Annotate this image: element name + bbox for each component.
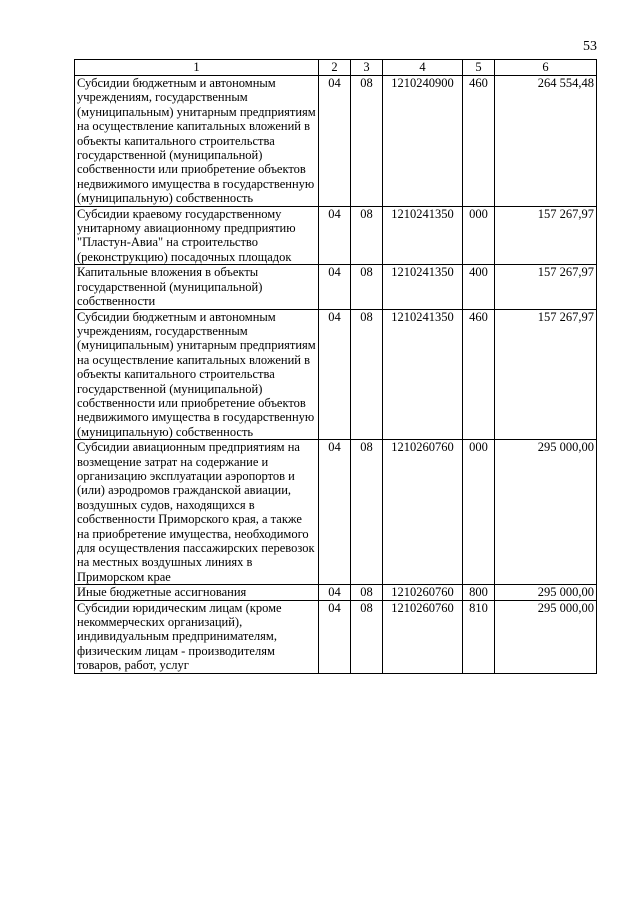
target-article-code: 1210240900 xyxy=(383,76,463,207)
row-description: Капитальные вложения в объекты государственной (муниципальной) собственности xyxy=(75,265,319,309)
expense-type-code: 800 xyxy=(463,585,495,600)
section-code: 04 xyxy=(319,440,351,585)
column-header: 2 xyxy=(319,60,351,76)
section-code: 04 xyxy=(319,585,351,600)
subsection-code: 08 xyxy=(351,206,383,265)
amount: 157 267,97 xyxy=(495,265,597,309)
row-description: Субсидии бюджетным и автономным учреждениям, государственным (муниципальным) унитарным предприятиям на осуществление капитальных вложений в объекты капитального строительства государственной (муниципальной) собственности или приобретение объектов недвижимого имущества в государственную (муниципальную) собственность xyxy=(75,76,319,207)
target-article-code: 1210241350 xyxy=(383,309,463,440)
column-header: 4 xyxy=(383,60,463,76)
header-row xyxy=(75,60,597,76)
column-header: 3 xyxy=(351,60,383,76)
subsection-code: 08 xyxy=(351,309,383,440)
expense-type-code: 000 xyxy=(463,206,495,265)
row-description: Субсидии краевому государственному унитарному авиационному предприятию "Пластун-Авиа" на строительство (реконструкцию) посадочных площадок xyxy=(75,206,319,265)
target-article-code: 1210241350 xyxy=(383,206,463,265)
column-header: 1 xyxy=(75,60,319,76)
table-row xyxy=(75,76,597,207)
expense-type-code: 460 xyxy=(463,76,495,207)
expense-type-code: 460 xyxy=(463,309,495,440)
target-article-code: 1210260760 xyxy=(383,585,463,600)
section-code: 04 xyxy=(319,309,351,440)
amount: 295 000,00 xyxy=(495,600,597,673)
column-header: 6 xyxy=(495,60,597,76)
amount: 157 267,97 xyxy=(495,206,597,265)
row-description: Иные бюджетные ассигнования xyxy=(75,585,319,600)
amount: 157 267,97 xyxy=(495,309,597,440)
section-code: 04 xyxy=(319,600,351,673)
expense-type-code: 400 xyxy=(463,265,495,309)
table-row xyxy=(75,585,597,600)
target-article-code: 1210260760 xyxy=(383,440,463,585)
table-row xyxy=(75,206,597,265)
table-row xyxy=(75,600,597,673)
amount: 264 554,48 xyxy=(495,76,597,207)
subsection-code: 08 xyxy=(351,265,383,309)
target-article-code: 1210260760 xyxy=(383,600,463,673)
table-row xyxy=(75,440,597,585)
subsection-code: 08 xyxy=(351,600,383,673)
subsection-code: 08 xyxy=(351,440,383,585)
expense-type-code: 810 xyxy=(463,600,495,673)
amount: 295 000,00 xyxy=(495,440,597,585)
subsection-code: 08 xyxy=(351,585,383,600)
row-description: Субсидии бюджетным и автономным учреждениям, государственным (муниципальным) унитарным предприятиям на осуществление капитальных вложений в объекты капитального строительства государственной (муниципальной) собственности или приобретение объектов недвижимого имущества в государственную (муниципальную) собственность xyxy=(75,309,319,440)
section-code: 04 xyxy=(319,206,351,265)
table-row xyxy=(75,265,597,309)
section-code: 04 xyxy=(319,265,351,309)
budget-table xyxy=(74,59,597,674)
target-article-code: 1210241350 xyxy=(383,265,463,309)
amount: 295 000,00 xyxy=(495,585,597,600)
row-description: Субсидии авиационным предприятиям на возмещение затрат на содержание и организацию эксплуатации аэропортов и (или) аэродромов гражданской авиации, воздушных судов, находящихся в собственности Приморского края, а также на приобретение имущества, необходимого для осуществления пассажирских перевозок на местных воздушных линиях в Приморском крае xyxy=(75,440,319,585)
subsection-code: 08 xyxy=(351,76,383,207)
table-row xyxy=(75,309,597,440)
expense-type-code: 000 xyxy=(463,440,495,585)
section-code: 04 xyxy=(319,76,351,207)
page-number: 53 xyxy=(583,39,597,54)
column-header: 5 xyxy=(463,60,495,76)
row-description: Субсидии юридическим лицам (кроме некоммерческих организаций), индивидуальным предпринимателям, физическим лицам - производителям товаров, работ, услуг xyxy=(75,600,319,673)
